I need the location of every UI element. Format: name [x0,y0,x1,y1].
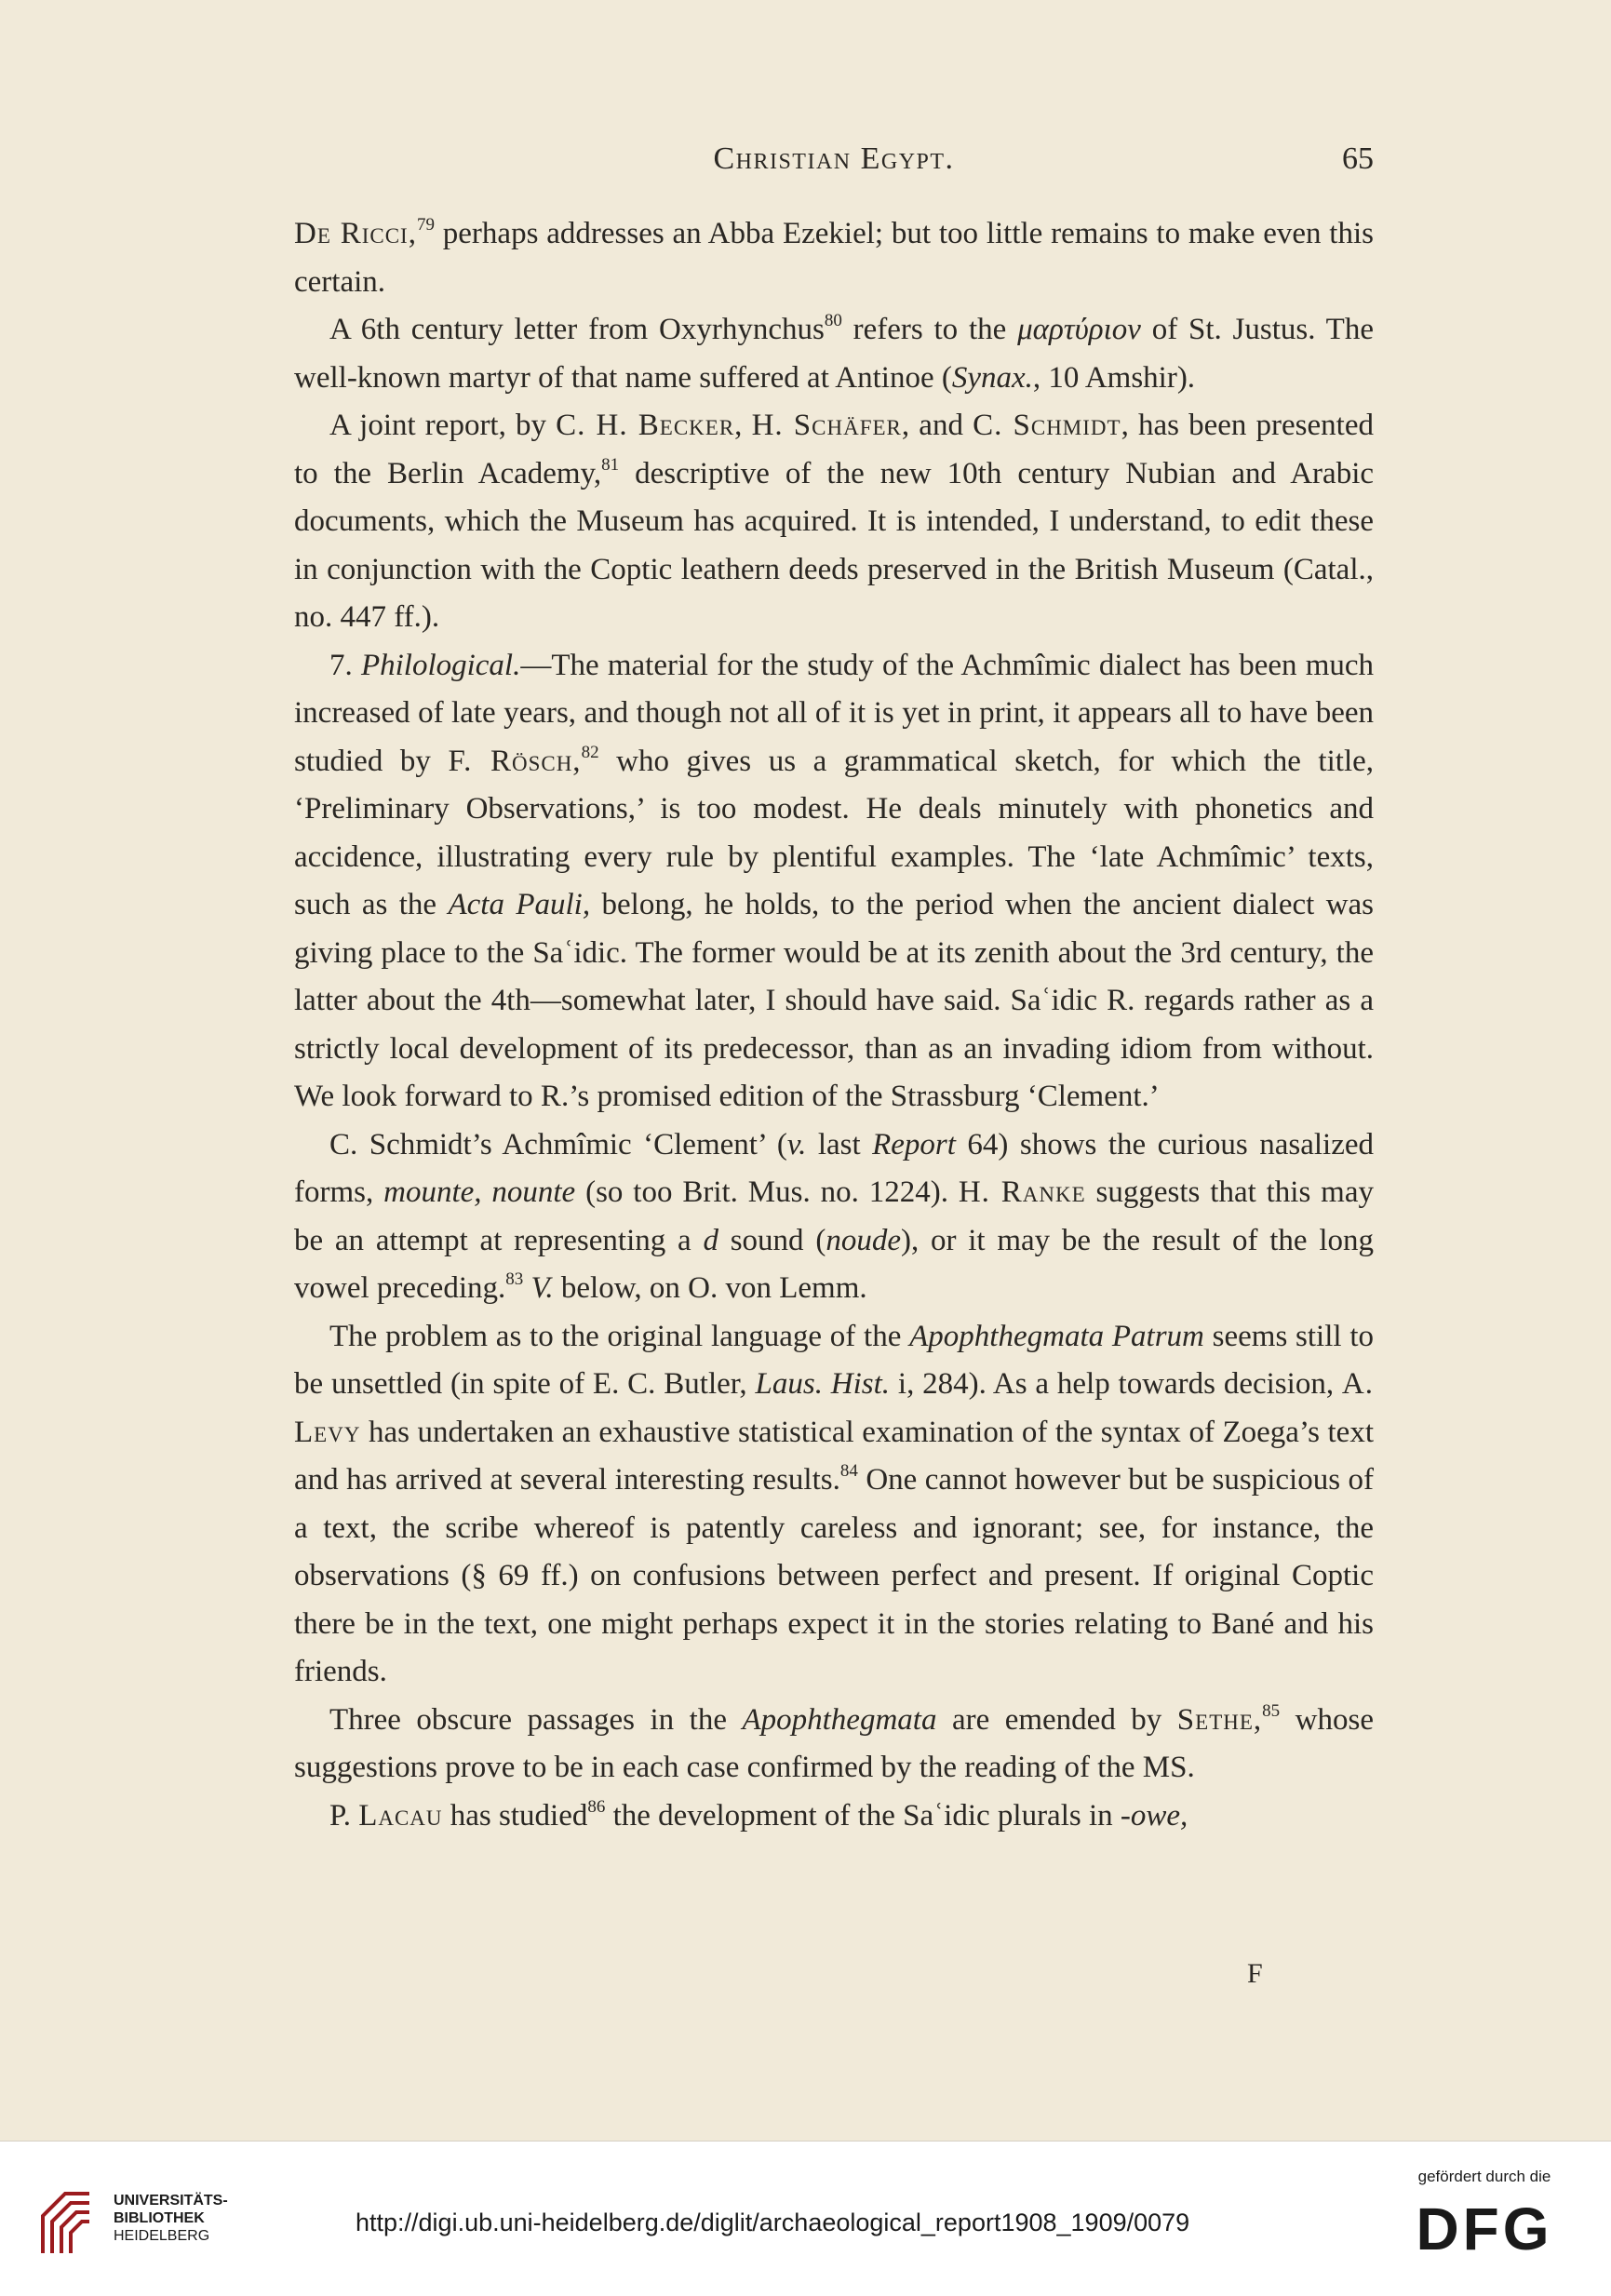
section-title: Philological. [360,648,521,682]
funding-notice [1391,2160,1577,2281]
footnote-ref: 83 [505,1269,524,1289]
footnote-ref: 86 [587,1796,606,1817]
footnote-ref: 79 [416,215,435,235]
paragraph-philological: 7. Philological.—The material for the study of the Achmîmic dialect has been much increased of late years, and though not all of it is yet in print, it appears all to have been studied by F. Rösch,$^{82}$ who gives us a grammatical sketch, for which the title, ‘Preliminary Observations,’ is too modest. He deals minutely with phonetics and accidence, illustrating every rule by plentiful examples. The ‘late Achmîmic’ texts, such as the Acta Pauli, belong, he holds, to the period when the ancient dialect was giving place to the Saʿidic. The former would be at its zenith about the 3rd century, the latter about the 4th—somewhat later, I should have said. Saʿidic R. regards rather as a strictly local development of its predecessor, than as an invading idiom from without. We look forward to R.’s promised edition of the Strassburg ‘Clement.’ [294,648,1375,1113]
signature-mark: F [1247,1958,1263,1989]
greek-term: μαρτύριον [1017,313,1141,346]
paragraph-schmidt-clement: C. Schmidt’s Achmîmic ‘Clement’ (v. last Report 64) shows the curious nasalized forms, mounte, nounte (so too Brit. Mus. no. 1224). H. Ranke suggests that this may be an attempt at representing a d sound (noude), or it may be the result of the long vowel preceding.$^{83}$ V. below, on O. von Lemm. [294,1127,1374,1305]
footnote-ref: 80 [824,311,842,330]
paragraph-lacau: P. Lacau has studied$^{86}$ the development of the Saʿidic plurals in -owe, [329,1796,1188,1833]
permalink-url[interactable]: http://digi.ub.uni-heidelberg.de/diglit/archaeological_report1908_1909/0079 [356,2209,1190,2236]
author-name: F. Rösch, [448,744,582,778]
footnote-ref: 81 [601,454,620,475]
footnote-ref: 85 [1262,1700,1281,1721]
author-name: H. Ranke [958,1175,1086,1209]
running-title: Christian Egypt. [713,141,955,176]
author-name: Lacau [358,1798,443,1833]
paragraph-apophthegmata: The problem as to the original language of the Apophthegmata Patrum seems still to be unsettled (in spite of E. C. Butler, Laus. Hist. i, 284). As a help towards decision, A. Levy has undertaken an exhaustive statistical examination of the syntax of Zoega’s text and has arrived at several interesting results.$^{84}$ One cannot however but be suspicious of a text, the scribe whereof is patently careless and ignorant; see, for instance, the observations (§ 69 ff.) on confusions between perfect and present. If original Coptic there be in the text, one might perhaps expect it in the stories relating to Bané and his friends. [294,1319,1375,1688]
author-name: C. H. Becker [556,409,735,442]
page-header [294,141,1374,188]
author-name: A. Levy [294,1367,1374,1449]
paragraph-de-ricci: De Ricci,$^{79}$ perhaps addresses an Abba Ezekiel; but too little remains to make even this certain. [294,215,1374,299]
page-number: 65 [1342,141,1374,176]
paragraph-joint-report: A joint report, by C. H. Becker, H. Schäfer, and C. Schmidt, has been presented to the Berlin Academy,$^{81}$ descriptive of the new 10th century Nubian and Arabic documents, which the Museum has acquired. It is intended, I understand, to edit these in conjunction with the Coptic leathern deeds preserved in the British Museum (Catal., no. 447 ff.). [294,409,1375,634]
author-name: C. Schmidt [973,409,1121,442]
dfg-logo[interactable]: DFG [1416,2195,1553,2262]
paragraph-oxyrhynchus-letter: A 6th century letter from Oxyrhynchus$^{80}$ refers to the μαρτύριον of St. Justus. The well-known martyr of that name suffered at Antinoe (Synax., 10 Amshir). [294,311,1374,395]
footnote-ref: 82 [581,742,599,762]
author-name: H. Schäfer [751,409,902,442]
author-name: Sethe, [1176,1702,1263,1737]
library-emblem-icon [37,2188,99,2255]
body-text [294,210,1374,1840]
paragraph-sethe: Three obscure passages in the Apophthegmata are emended by Sethe,$^{85}$ whose suggestions prove to be in each case confirmed by the reading of the MS. [294,1700,1374,1784]
funding-caption: gefördert durch die [1417,2168,1551,2185]
footnote-ref: 84 [839,1461,858,1481]
author-name: De Ricci, [294,217,417,250]
library-logo[interactable] [37,2188,316,2262]
footer-bar [0,2141,1611,2296]
library-name: UNIVERSITÄTS- BIBLIOTHEK HEIDELBERG [114,2193,228,2244]
